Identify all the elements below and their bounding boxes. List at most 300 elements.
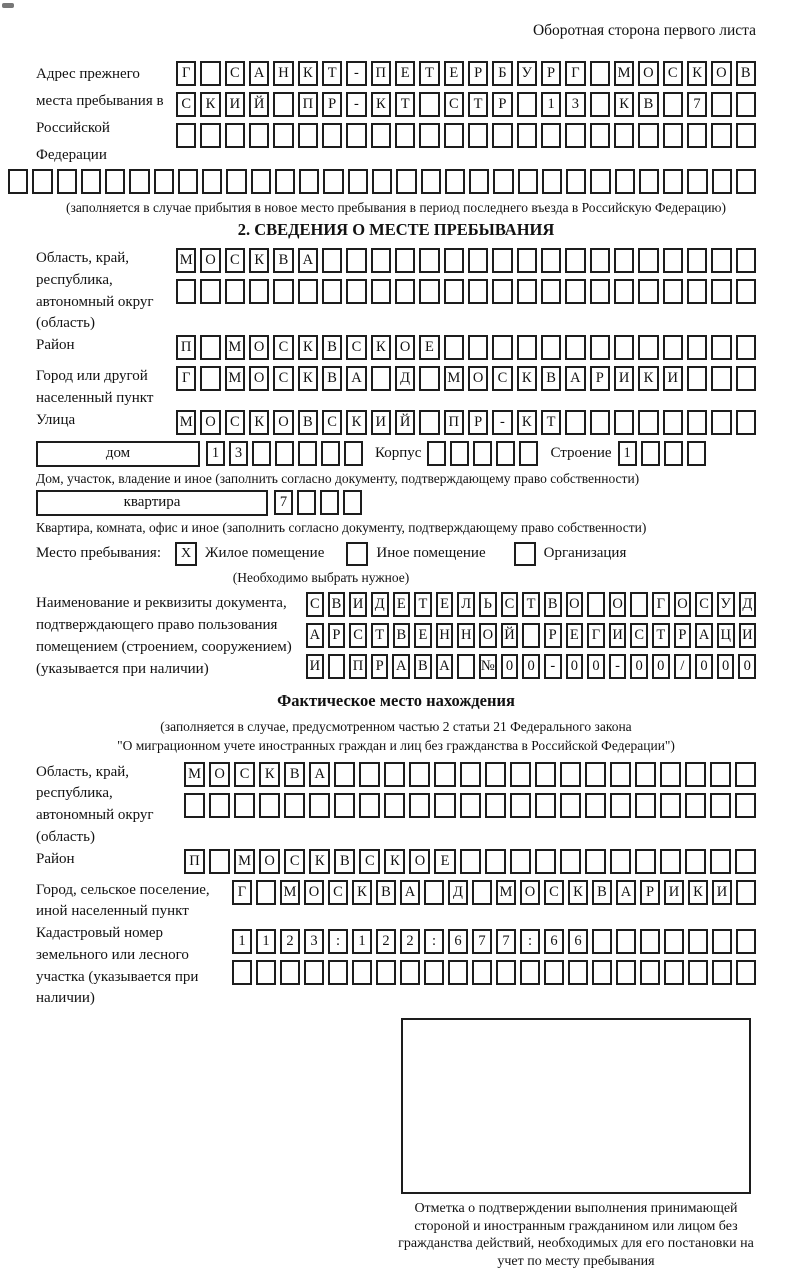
char-cell[interactable]: А xyxy=(565,366,585,391)
char-cell[interactable]: Р xyxy=(468,410,488,435)
char-cell[interactable] xyxy=(472,960,492,985)
char-cell[interactable]: 0 xyxy=(738,654,756,679)
char-cell[interactable] xyxy=(457,654,475,679)
char-cell[interactable]: Т xyxy=(652,623,670,648)
char-cell[interactable] xyxy=(275,169,295,194)
char-cell[interactable]: 0 xyxy=(587,654,605,679)
char-cell[interactable] xyxy=(592,960,612,985)
char-cell[interactable] xyxy=(635,793,656,818)
char-cell[interactable]: Т xyxy=(541,410,561,435)
char-cell[interactable] xyxy=(635,849,656,874)
char-cell[interactable]: Д xyxy=(739,592,757,617)
char-cell[interactable]: О xyxy=(273,410,293,435)
char-cell[interactable] xyxy=(610,762,631,787)
char-cell[interactable] xyxy=(468,123,488,148)
char-cell[interactable] xyxy=(202,169,222,194)
char-cell[interactable]: : xyxy=(328,929,348,954)
char-cell[interactable]: О xyxy=(259,849,280,874)
char-cell[interactable]: К xyxy=(638,366,658,391)
char-cell[interactable] xyxy=(687,279,707,304)
char-cell[interactable] xyxy=(468,248,488,273)
char-cell[interactable]: Ь xyxy=(479,592,497,617)
char-cell[interactable]: П xyxy=(349,654,367,679)
char-cell[interactable] xyxy=(359,762,380,787)
char-cell[interactable] xyxy=(663,123,683,148)
char-cell[interactable]: М xyxy=(184,762,205,787)
char-cell[interactable]: К xyxy=(309,849,330,874)
char-cell[interactable]: М xyxy=(176,248,196,273)
char-cell[interactable] xyxy=(346,248,366,273)
char-cell[interactable] xyxy=(736,123,756,148)
char-cell[interactable]: 3 xyxy=(304,929,324,954)
char-cell[interactable] xyxy=(492,335,512,360)
char-cell[interactable] xyxy=(510,849,531,874)
char-cell[interactable] xyxy=(517,279,537,304)
char-cell[interactable]: Р xyxy=(322,92,342,117)
char-cell[interactable] xyxy=(249,123,269,148)
char-cell[interactable] xyxy=(664,441,683,466)
char-cell[interactable] xyxy=(334,762,355,787)
char-cell[interactable]: В xyxy=(322,335,342,360)
char-cell[interactable] xyxy=(200,123,220,148)
char-cell[interactable]: С xyxy=(328,880,348,905)
char-cell[interactable]: К xyxy=(371,92,391,117)
char-cell[interactable]: К xyxy=(688,880,708,905)
char-cell[interactable]: А xyxy=(400,880,420,905)
char-cell[interactable]: М xyxy=(225,335,245,360)
char-cell[interactable] xyxy=(711,279,731,304)
char-cell[interactable] xyxy=(710,762,731,787)
char-cell[interactable] xyxy=(736,335,756,360)
char-cell[interactable]: О xyxy=(304,880,324,905)
char-cell[interactable] xyxy=(735,849,756,874)
char-cell[interactable]: 0 xyxy=(695,654,713,679)
char-cell[interactable]: К xyxy=(384,849,405,874)
char-cell[interactable] xyxy=(234,793,255,818)
char-cell[interactable] xyxy=(736,92,756,117)
char-cell[interactable] xyxy=(444,335,464,360)
char-cell[interactable]: Е xyxy=(434,849,455,874)
char-cell[interactable] xyxy=(176,279,196,304)
char-cell[interactable] xyxy=(541,279,561,304)
char-cell[interactable] xyxy=(687,366,707,391)
char-cell[interactable]: - xyxy=(492,410,512,435)
char-cell[interactable] xyxy=(638,123,658,148)
char-cell[interactable] xyxy=(614,279,634,304)
char-cell[interactable] xyxy=(469,169,489,194)
char-cell[interactable] xyxy=(419,366,439,391)
char-cell[interactable]: Т xyxy=(322,61,342,86)
char-cell[interactable] xyxy=(434,762,455,787)
char-cell[interactable] xyxy=(735,793,756,818)
char-cell[interactable] xyxy=(687,410,707,435)
char-cell[interactable] xyxy=(517,335,537,360)
char-cell[interactable] xyxy=(736,279,756,304)
char-cell[interactable] xyxy=(663,410,683,435)
char-cell[interactable] xyxy=(105,169,125,194)
char-cell[interactable] xyxy=(663,92,683,117)
char-cell[interactable] xyxy=(541,123,561,148)
char-cell[interactable]: К xyxy=(249,410,269,435)
char-cell[interactable] xyxy=(517,92,537,117)
char-cell[interactable] xyxy=(510,793,531,818)
char-cell[interactable]: Н xyxy=(436,623,454,648)
char-cell[interactable]: К xyxy=(298,335,318,360)
char-cell[interactable] xyxy=(565,410,585,435)
char-cell[interactable]: Д xyxy=(448,880,468,905)
char-cell[interactable] xyxy=(493,169,513,194)
char-cell[interactable] xyxy=(518,169,538,194)
char-cell[interactable]: Е xyxy=(566,623,584,648)
char-cell[interactable] xyxy=(273,279,293,304)
char-cell[interactable] xyxy=(323,169,343,194)
char-cell[interactable] xyxy=(614,335,634,360)
char-cell[interactable]: С xyxy=(225,61,245,86)
char-cell[interactable]: Г xyxy=(565,61,585,86)
char-cell[interactable]: П xyxy=(298,92,318,117)
char-cell[interactable]: И xyxy=(614,366,634,391)
char-cell[interactable]: С xyxy=(176,92,196,117)
char-cell[interactable] xyxy=(590,279,610,304)
char-cell[interactable] xyxy=(590,123,610,148)
char-cell[interactable] xyxy=(638,410,658,435)
char-cell[interactable] xyxy=(520,960,540,985)
char-cell[interactable] xyxy=(371,279,391,304)
char-cell[interactable] xyxy=(496,441,515,466)
stay-organization-checkbox[interactable] xyxy=(514,542,536,566)
char-cell[interactable]: С xyxy=(273,366,293,391)
char-cell[interactable]: О xyxy=(249,366,269,391)
char-cell[interactable]: К xyxy=(517,410,537,435)
char-cell[interactable]: Т xyxy=(419,61,439,86)
char-cell[interactable]: Р xyxy=(590,366,610,391)
char-cell[interactable] xyxy=(610,849,631,874)
char-cell[interactable] xyxy=(687,441,706,466)
char-cell[interactable] xyxy=(424,880,444,905)
char-cell[interactable]: 0 xyxy=(501,654,519,679)
char-cell[interactable]: 0 xyxy=(522,654,540,679)
char-cell[interactable]: 6 xyxy=(544,929,564,954)
char-cell[interactable]: С xyxy=(444,92,464,117)
char-cell[interactable]: : xyxy=(424,929,444,954)
char-cell[interactable]: С xyxy=(225,410,245,435)
char-cell[interactable]: Р xyxy=(328,623,346,648)
char-cell[interactable] xyxy=(711,410,731,435)
char-cell[interactable]: 2 xyxy=(400,929,420,954)
char-cell[interactable] xyxy=(712,169,732,194)
char-cell[interactable]: Л xyxy=(457,592,475,617)
stay-residential-checkbox[interactable]: X xyxy=(175,542,197,566)
char-cell[interactable]: 1 xyxy=(256,929,276,954)
char-cell[interactable] xyxy=(711,366,731,391)
char-cell[interactable]: В xyxy=(298,410,318,435)
char-cell[interactable]: О xyxy=(200,248,220,273)
char-cell[interactable]: К xyxy=(352,880,372,905)
char-cell[interactable]: Е xyxy=(414,623,432,648)
char-cell[interactable]: И xyxy=(306,654,324,679)
char-cell[interactable]: Т xyxy=(414,592,432,617)
char-cell[interactable] xyxy=(660,849,681,874)
char-cell[interactable]: С xyxy=(630,623,648,648)
char-cell[interactable]: М xyxy=(234,849,255,874)
char-cell[interactable]: К xyxy=(614,92,634,117)
char-cell[interactable]: 3 xyxy=(229,441,248,466)
char-cell[interactable] xyxy=(298,441,317,466)
char-cell[interactable] xyxy=(225,123,245,148)
char-cell[interactable]: С xyxy=(695,592,713,617)
char-cell[interactable] xyxy=(641,441,660,466)
char-cell[interactable] xyxy=(736,248,756,273)
char-cell[interactable]: И xyxy=(225,92,245,117)
char-cell[interactable]: М xyxy=(176,410,196,435)
char-cell[interactable] xyxy=(590,410,610,435)
char-cell[interactable]: О xyxy=(200,410,220,435)
char-cell[interactable]: М xyxy=(496,880,516,905)
char-cell[interactable]: К xyxy=(259,762,280,787)
char-cell[interactable]: В xyxy=(638,92,658,117)
char-cell[interactable] xyxy=(522,623,540,648)
char-cell[interactable]: С xyxy=(349,623,367,648)
char-cell[interactable] xyxy=(372,169,392,194)
char-cell[interactable]: 0 xyxy=(717,654,735,679)
char-cell[interactable] xyxy=(460,793,481,818)
char-cell[interactable]: К xyxy=(249,248,269,273)
char-cell[interactable] xyxy=(299,169,319,194)
char-cell[interactable] xyxy=(352,960,372,985)
char-cell[interactable] xyxy=(492,123,512,148)
char-cell[interactable] xyxy=(736,169,756,194)
char-cell[interactable]: Т xyxy=(522,592,540,617)
char-cell[interactable] xyxy=(587,592,605,617)
char-cell[interactable] xyxy=(176,123,196,148)
char-cell[interactable] xyxy=(663,248,683,273)
char-cell[interactable] xyxy=(590,169,610,194)
char-cell[interactable] xyxy=(510,762,531,787)
char-cell[interactable]: М xyxy=(444,366,464,391)
char-cell[interactable] xyxy=(616,960,636,985)
char-cell[interactable] xyxy=(419,279,439,304)
char-cell[interactable] xyxy=(409,762,430,787)
char-cell[interactable]: П xyxy=(184,849,205,874)
char-cell[interactable] xyxy=(395,123,415,148)
char-cell[interactable] xyxy=(566,169,586,194)
char-cell[interactable]: И xyxy=(712,880,732,905)
char-cell[interactable] xyxy=(542,169,562,194)
char-cell[interactable] xyxy=(711,335,731,360)
char-cell[interactable] xyxy=(256,960,276,985)
char-cell[interactable]: № xyxy=(479,654,497,679)
char-cell[interactable] xyxy=(129,169,149,194)
char-cell[interactable] xyxy=(472,880,492,905)
char-cell[interactable] xyxy=(640,960,660,985)
char-cell[interactable]: И xyxy=(663,366,683,391)
char-cell[interactable]: Д xyxy=(371,592,389,617)
char-cell[interactable] xyxy=(184,793,205,818)
char-cell[interactable] xyxy=(535,849,556,874)
char-cell[interactable]: О xyxy=(674,592,692,617)
char-cell[interactable] xyxy=(610,793,631,818)
char-cell[interactable] xyxy=(590,92,610,117)
char-cell[interactable] xyxy=(590,335,610,360)
char-cell[interactable] xyxy=(568,960,588,985)
char-cell[interactable]: / xyxy=(674,654,692,679)
char-cell[interactable]: 1 xyxy=(352,929,372,954)
char-cell[interactable]: А xyxy=(298,248,318,273)
char-cell[interactable] xyxy=(710,793,731,818)
char-cell[interactable] xyxy=(81,169,101,194)
char-cell[interactable]: К xyxy=(298,366,318,391)
char-cell[interactable] xyxy=(639,169,659,194)
char-cell[interactable] xyxy=(614,248,634,273)
char-cell[interactable] xyxy=(200,61,220,86)
char-cell[interactable]: В xyxy=(592,880,612,905)
char-cell[interactable]: К xyxy=(371,335,391,360)
char-cell[interactable] xyxy=(519,441,538,466)
char-cell[interactable] xyxy=(57,169,77,194)
char-cell[interactable]: К xyxy=(517,366,537,391)
char-cell[interactable] xyxy=(492,279,512,304)
char-cell[interactable] xyxy=(346,279,366,304)
char-cell[interactable]: Е xyxy=(436,592,454,617)
char-cell[interactable]: С xyxy=(322,410,342,435)
char-cell[interactable] xyxy=(560,849,581,874)
char-cell[interactable] xyxy=(371,248,391,273)
char-cell[interactable]: И xyxy=(664,880,684,905)
char-cell[interactable]: В xyxy=(334,849,355,874)
char-cell[interactable] xyxy=(736,880,756,905)
char-cell[interactable] xyxy=(736,366,756,391)
char-cell[interactable]: У xyxy=(517,61,537,86)
char-cell[interactable] xyxy=(565,123,585,148)
char-cell[interactable] xyxy=(710,849,731,874)
char-cell[interactable]: А xyxy=(695,623,713,648)
char-cell[interactable]: Н xyxy=(457,623,475,648)
char-cell[interactable] xyxy=(485,849,506,874)
char-cell[interactable] xyxy=(640,929,660,954)
char-cell[interactable]: Р xyxy=(371,654,389,679)
char-cell[interactable] xyxy=(371,123,391,148)
char-cell[interactable] xyxy=(419,123,439,148)
char-cell[interactable]: Р xyxy=(468,61,488,86)
char-cell[interactable] xyxy=(273,123,293,148)
char-cell[interactable] xyxy=(252,441,271,466)
char-cell[interactable] xyxy=(517,248,537,273)
char-cell[interactable]: 2 xyxy=(376,929,396,954)
char-cell[interactable] xyxy=(614,410,634,435)
char-cell[interactable] xyxy=(384,762,405,787)
char-cell[interactable] xyxy=(298,279,318,304)
char-cell[interactable]: В xyxy=(376,880,396,905)
char-cell[interactable] xyxy=(334,793,355,818)
char-cell[interactable] xyxy=(259,793,280,818)
char-cell[interactable]: 7 xyxy=(496,929,516,954)
char-cell[interactable]: 0 xyxy=(566,654,584,679)
char-cell[interactable]: 1 xyxy=(541,92,561,117)
char-cell[interactable] xyxy=(541,335,561,360)
char-cell[interactable] xyxy=(685,849,706,874)
char-cell[interactable]: - xyxy=(346,92,366,117)
char-cell[interactable] xyxy=(565,248,585,273)
char-cell[interactable]: В xyxy=(544,592,562,617)
char-cell[interactable] xyxy=(284,793,305,818)
char-cell[interactable] xyxy=(468,335,488,360)
char-cell[interactable] xyxy=(256,880,276,905)
char-cell[interactable]: Р xyxy=(541,61,561,86)
char-cell[interactable] xyxy=(485,793,506,818)
char-cell[interactable] xyxy=(616,929,636,954)
char-cell[interactable]: - xyxy=(544,654,562,679)
char-cell[interactable]: 0 xyxy=(630,654,648,679)
char-cell[interactable]: С xyxy=(492,366,512,391)
char-cell[interactable] xyxy=(444,123,464,148)
char-cell[interactable] xyxy=(712,929,732,954)
char-cell[interactable]: - xyxy=(346,61,366,86)
char-cell[interactable] xyxy=(444,248,464,273)
char-cell[interactable]: В xyxy=(328,592,346,617)
char-cell[interactable] xyxy=(685,793,706,818)
char-cell[interactable]: Д xyxy=(395,366,415,391)
char-cell[interactable]: В xyxy=(736,61,756,86)
char-cell[interactable]: 1 xyxy=(618,441,637,466)
char-cell[interactable] xyxy=(322,123,342,148)
char-cell[interactable]: О xyxy=(409,849,430,874)
char-cell[interactable]: С xyxy=(501,592,519,617)
char-cell[interactable]: А xyxy=(249,61,269,86)
char-cell[interactable] xyxy=(660,793,681,818)
char-cell[interactable]: С xyxy=(359,849,380,874)
char-cell[interactable] xyxy=(344,441,363,466)
char-cell[interactable] xyxy=(419,248,439,273)
char-cell[interactable] xyxy=(473,441,492,466)
char-cell[interactable] xyxy=(421,169,441,194)
char-cell[interactable]: О xyxy=(468,366,488,391)
char-cell[interactable] xyxy=(273,92,293,117)
char-cell[interactable]: А xyxy=(392,654,410,679)
char-cell[interactable]: 7 xyxy=(274,490,293,515)
char-cell[interactable]: В xyxy=(322,366,342,391)
char-cell[interactable] xyxy=(304,960,324,985)
char-cell[interactable]: С xyxy=(284,849,305,874)
char-cell[interactable] xyxy=(448,960,468,985)
stay-other-premises-checkbox[interactable] xyxy=(346,542,368,566)
char-cell[interactable]: Г xyxy=(176,366,196,391)
char-cell[interactable] xyxy=(209,793,230,818)
char-cell[interactable] xyxy=(541,248,561,273)
char-cell[interactable]: Р xyxy=(640,880,660,905)
char-cell[interactable] xyxy=(630,592,648,617)
char-cell[interactable] xyxy=(711,123,731,148)
char-cell[interactable] xyxy=(685,762,706,787)
char-cell[interactable]: Й xyxy=(249,92,269,117)
char-cell[interactable]: К xyxy=(687,61,707,86)
char-cell[interactable] xyxy=(376,960,396,985)
char-cell[interactable]: Б xyxy=(492,61,512,86)
char-cell[interactable]: М xyxy=(225,366,245,391)
char-cell[interactable] xyxy=(711,248,731,273)
char-cell[interactable]: О xyxy=(566,592,584,617)
char-cell[interactable] xyxy=(638,248,658,273)
char-cell[interactable]: 1 xyxy=(206,441,225,466)
char-cell[interactable] xyxy=(275,441,294,466)
char-cell[interactable]: А xyxy=(616,880,636,905)
char-cell[interactable]: О xyxy=(209,762,230,787)
char-cell[interactable] xyxy=(280,960,300,985)
char-cell[interactable]: С xyxy=(306,592,324,617)
char-cell[interactable] xyxy=(384,793,405,818)
char-cell[interactable] xyxy=(359,793,380,818)
char-cell[interactable]: Р xyxy=(492,92,512,117)
char-cell[interactable]: П xyxy=(371,61,391,86)
